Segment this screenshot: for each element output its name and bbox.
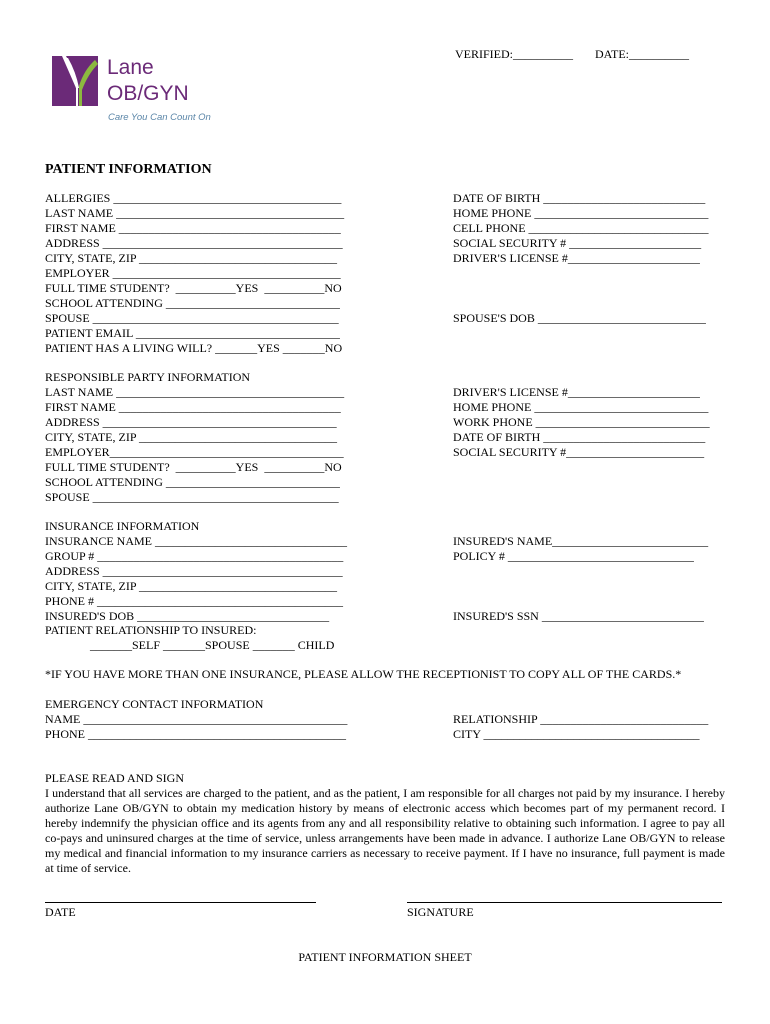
section-heading: INSURANCE INFORMATION (45, 519, 200, 533)
date-label: DATE (45, 905, 76, 919)
responsible-field-ssn[interactable]: SOCIAL SECURITY #_______________________ (453, 445, 705, 459)
date-field: DATE:__________ (595, 47, 689, 61)
verified-field: VERIFIED:__________ (455, 47, 573, 61)
patient-field-living-will[interactable]: PATIENT HAS A LIVING WILL? _______YES _______NO (45, 341, 343, 355)
emergency-field-relationship[interactable]: RELATIONSHIP ____________________________ (453, 712, 709, 726)
emergency-field-city[interactable]: CITY ____________________________________ (453, 727, 700, 741)
insurance-field-city-state-zip[interactable]: CITY, STATE, ZIP _________________________________ (45, 579, 338, 593)
responsible-field-work-phone[interactable]: WORK PHONE _____________________________ (453, 415, 710, 429)
responsible-field-drivers-license[interactable]: DRIVER'S LICENSE #______________________ (453, 385, 700, 399)
signature-label: SIGNATURE (407, 905, 474, 919)
patient-field-drivers-license[interactable]: DRIVER'S LICENSE #______________________ (453, 251, 700, 265)
agreement-heading: PLEASE READ AND SIGN (45, 771, 185, 785)
logo-tagline: Care You Can Count On (108, 112, 211, 123)
insurance-relationship-label: PATIENT RELATIONSHIP TO INSURED: (45, 623, 257, 637)
patient-field-city-state-zip[interactable]: CITY, STATE, ZIP _________________________________ (45, 251, 338, 265)
footer-title: PATIENT INFORMATION SHEET (298, 950, 472, 964)
insurance-relationship-options[interactable]: _______SELF _______SPOUSE _______ CHILD (90, 638, 335, 652)
logo-name-line2: OB/GYN (107, 82, 189, 105)
agreement-text: I understand that all services are charged to the patient, and as the patient, I am responsible for all charges not paid by my insurance. I hereby authorize Lane OB/GYN to obtain my medication history by means of electronic access which becomes part of my permanent record. I hereby indemnify the physician office and its agents from any and all responsibility relative to obtaining such information. I agree to pay all co-pays and uninsured charges at the time of service, unless arrangements have been made in advance. I authorize Lane OB/GYN to release my medical and financial information to my insurance carriers as necessary to receive payment. If I have no insurance, full payment is made at time of service. (45, 786, 725, 875)
emergency-field-name[interactable]: NAME ____________________________________________ (45, 712, 348, 726)
patient-field-first-name[interactable]: FIRST NAME _____________________________________ (45, 221, 341, 235)
date-signature-line[interactable] (45, 902, 316, 903)
insurance-field-insured-ssn[interactable]: INSURED'S SSN ___________________________ (453, 609, 704, 623)
responsible-field-spouse[interactable]: SPOUSE _________________________________________ (45, 490, 339, 504)
patient-field-ssn[interactable]: SOCIAL SECURITY # ______________________ (453, 236, 702, 250)
patient-field-allergies[interactable]: ALLERGIES ______________________________________ (45, 191, 342, 205)
responsible-field-employer[interactable]: EMPLOYER_______________________________________ (45, 445, 344, 459)
logo-name-line1: Lane (107, 56, 154, 79)
patient-field-school[interactable]: SCHOOL ATTENDING _____________________________ (45, 296, 340, 310)
insurance-field-name[interactable]: INSURANCE NAME ________________________________ (45, 534, 348, 548)
patient-field-cell-phone[interactable]: CELL PHONE ______________________________ (453, 221, 709, 235)
responsible-field-city-state-zip[interactable]: CITY, STATE, ZIP _________________________________ (45, 430, 338, 444)
patient-field-employer[interactable]: EMPLOYER ______________________________________ (45, 266, 341, 280)
responsible-field-dob[interactable]: DATE OF BIRTH ___________________________ (453, 430, 706, 444)
logo-mark-icon (52, 56, 98, 106)
emergency-field-phone[interactable]: PHONE ___________________________________________ (45, 727, 347, 741)
responsible-field-address[interactable]: ADDRESS _______________________________________ (45, 415, 337, 429)
patient-field-spouse-dob[interactable]: SPOUSE'S DOB ____________________________ (453, 311, 706, 325)
patient-field-spouse[interactable]: SPOUSE _________________________________________ (45, 311, 339, 325)
insurance-field-group[interactable]: GROUP # _________________________________________ (45, 549, 344, 563)
page-title: PATIENT INFORMATION (45, 162, 212, 177)
patient-field-email[interactable]: PATIENT EMAIL __________________________________ (45, 326, 340, 340)
insurance-field-phone[interactable]: PHONE # _________________________________________ (45, 594, 344, 608)
responsible-field-home-phone[interactable]: HOME PHONE _____________________________ (453, 400, 709, 414)
patient-field-last-name[interactable]: LAST NAME ______________________________________ (45, 206, 345, 220)
signature-line[interactable] (407, 902, 722, 903)
responsible-field-full-time-student[interactable]: FULL TIME STUDENT? __________YES __________NO (45, 460, 342, 474)
insurance-field-insured-name[interactable]: INSURED'S NAME__________________________ (453, 534, 709, 548)
multiple-insurance-notice: *IF YOU HAVE MORE THAN ONE INSURANCE, PLEASE ALLOW THE RECEPTIONIST TO COPY ALL OF THE CARDS.* (45, 667, 682, 681)
patient-field-address[interactable]: ADDRESS ________________________________________ (45, 236, 343, 250)
lane-obgyn-logo (52, 54, 232, 126)
responsible-field-first-name[interactable]: FIRST NAME _____________________________________ (45, 400, 341, 414)
patient-field-full-time-student[interactable]: FULL TIME STUDENT? __________YES __________NO (45, 281, 342, 295)
responsible-field-school[interactable]: SCHOOL ATTENDING _____________________________ (45, 475, 340, 489)
insurance-field-insured-dob[interactable]: INSURED'S DOB ________________________________ (45, 609, 330, 623)
responsible-field-last-name[interactable]: LAST NAME ______________________________________ (45, 385, 345, 399)
insurance-field-address[interactable]: ADDRESS ________________________________________ (45, 564, 343, 578)
patient-field-home-phone[interactable]: HOME PHONE _____________________________ (453, 206, 709, 220)
section-heading: RESPONSIBLE PARTY INFORMATION (45, 370, 251, 384)
patient-field-dob[interactable]: DATE OF BIRTH ___________________________ (453, 191, 706, 205)
section-heading: EMERGENCY CONTACT INFORMATION (45, 697, 264, 711)
insurance-field-policy[interactable]: POLICY # _______________________________ (453, 549, 694, 563)
